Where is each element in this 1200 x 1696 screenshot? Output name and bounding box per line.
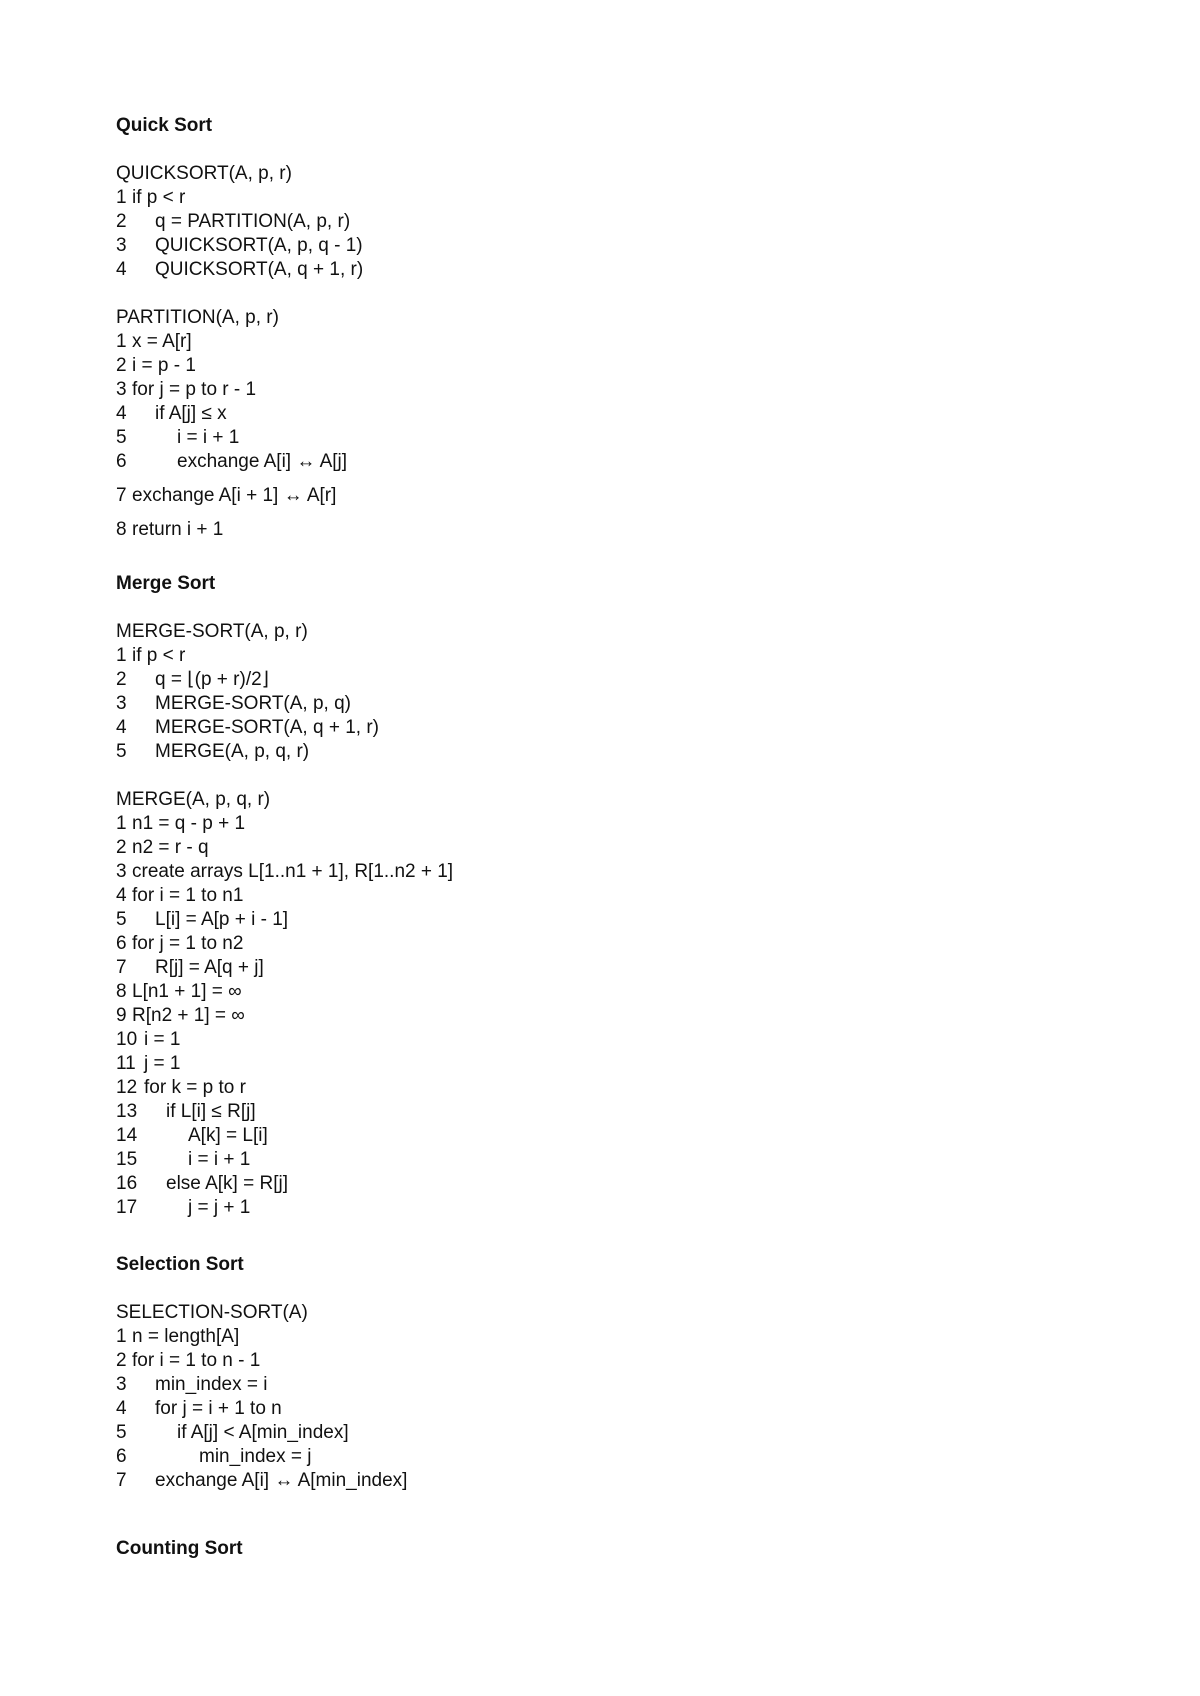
counting-sort-section: [116, 1537, 243, 1561]
code-line: 5 MERGE(A, p, q, r): [116, 741, 310, 762]
quick-sort-section: [116, 114, 364, 542]
code-line: 2 q = PARTITION(A, p, r): [116, 211, 351, 232]
partition-title: PARTITION(A, p, r): [116, 307, 279, 328]
quick-sort-heading: Quick Sort: [116, 115, 213, 136]
code-line: 17 j = j + 1: [116, 1197, 251, 1218]
selection-sort-heading: Selection Sort: [116, 1254, 244, 1275]
code-line: 9 R[n2 + 1] = ∞: [116, 1005, 245, 1026]
code-line: 5 if A[j] < A[min_index]: [116, 1422, 349, 1443]
code-line: 7 exchange A[i] ↔ A[min_index]: [116, 1470, 408, 1491]
code-line: 5 L[i] = A[p + i - 1]: [116, 909, 289, 930]
code-line: 1 n1 = q - p + 1: [116, 813, 246, 834]
code-line: 11 j = 1: [116, 1053, 181, 1074]
code-line: 6 for j = 1 to n2: [116, 933, 244, 954]
merge-sort-section: [116, 572, 454, 1220]
code-line: 7 R[j] = A[q + j]: [116, 957, 264, 978]
merge-sort-heading: Merge Sort: [116, 573, 216, 594]
code-line: 8 return i + 1: [116, 519, 224, 540]
code-line: 2 n2 = r - q: [116, 837, 209, 858]
code-line: 15 i = i + 1: [116, 1149, 251, 1170]
code-line: 3 MERGE-SORT(A, p, q): [116, 693, 352, 714]
code-line: 10 i = 1: [116, 1029, 181, 1050]
code-line: 6 exchange A[i] ↔ A[j]: [116, 451, 348, 472]
code-line: 1 if p < r: [116, 187, 186, 208]
code-line: 3 create arrays L[1..n1 + 1], R[1..n2 + 1]: [116, 861, 454, 882]
code-line: 6 min_index = j: [116, 1446, 312, 1467]
code-line: 3 min_index = i: [116, 1374, 268, 1395]
code-line: 3 for j = p to r - 1: [116, 379, 257, 400]
code-line: 2 i = p - 1: [116, 355, 196, 376]
code-line: 8 L[n1 + 1] = ∞: [116, 981, 242, 1002]
selection-sort-title: SELECTION-SORT(A): [116, 1302, 308, 1323]
code-line: 5 i = i + 1: [116, 427, 240, 448]
code-line: 16 else A[k] = R[j]: [116, 1173, 288, 1194]
counting-sort-heading: Counting Sort: [116, 1538, 243, 1559]
merge-sort-title: MERGE-SORT(A, p, r): [116, 621, 308, 642]
code-line: 2 q = ⌊(p + r)/2⌋: [116, 669, 270, 690]
code-line: 4 for j = i + 1 to n: [116, 1398, 282, 1419]
code-line: 3 QUICKSORT(A, p, q - 1): [116, 235, 363, 256]
code-line: 2 for i = 1 to n - 1: [116, 1350, 261, 1371]
code-line: 14 A[k] = L[i]: [116, 1125, 268, 1146]
code-line: 1 x = A[r]: [116, 331, 192, 352]
code-line: 7 exchange A[i + 1] ↔ A[r]: [116, 485, 337, 506]
code-line: 4 if A[j] ≤ x: [116, 403, 227, 424]
code-line: 1 n = length[A]: [116, 1326, 240, 1347]
code-line: 4 for i = 1 to n1: [116, 885, 244, 906]
selection-sort-section: [116, 1253, 408, 1493]
merge-title: MERGE(A, p, q, r): [116, 789, 271, 810]
code-line: 13 if L[i] ≤ R[j]: [116, 1101, 256, 1122]
code-line: 1 if p < r: [116, 645, 186, 666]
code-line: 4 MERGE-SORT(A, q + 1, r): [116, 717, 379, 738]
quicksort-title: QUICKSORT(A, p, r): [116, 163, 292, 184]
code-line: 4 QUICKSORT(A, q + 1, r): [116, 259, 364, 280]
code-line: 12 for k = p to r: [116, 1077, 246, 1098]
